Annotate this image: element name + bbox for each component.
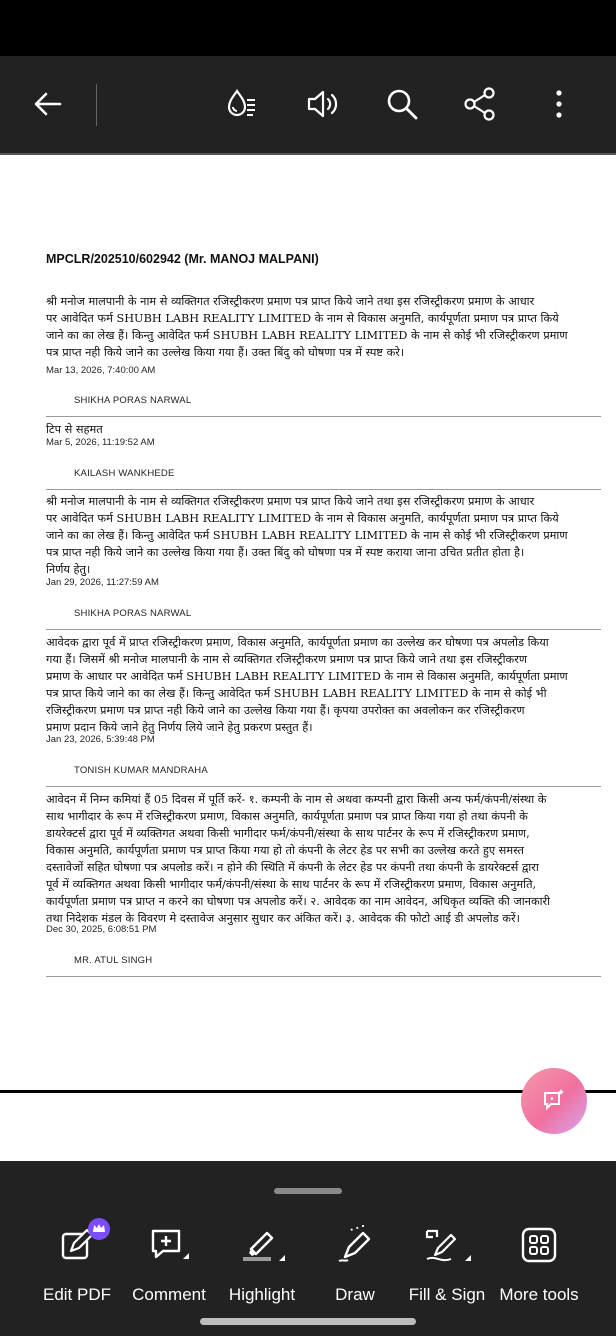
- document-id-heading: MPCLR/202510/602942 (Mr. MANOJ MALPANI): [46, 252, 319, 266]
- edit-pdf-label: Edit PDF: [42, 1285, 112, 1304]
- note-timestamp: Mar 5, 2026, 11:19:52 AM: [46, 437, 155, 448]
- note-text: श्री मनोज मालपानी के नाम से व्यक्तिगत रजिस्ट्रीकरण प्रमाण पत्र प्राप्त किये जाने तथा इस रजिस्ट्रीकरण प्रमाण के आधार पर आवेदित फर्म SHUBH LABH REALITY LIMITED के नाम से विकास अनुमति, कार्यपूर्णता प्रमाण पत्र प्राप्त किये जाने का का लेख हैं। किन्तु आवेदित फर्म SHUBH LABH REALITY LIMITED के नाम से कोई भी रजिस्ट्रीकरण प्रमाण पत्र प्राप्त नही किये जाने का उल्लेख किया गया हैं। उक्त बिंदु को घोषणा पत्र में स्पष्ट करे।: [46, 295, 568, 359]
- pdf-page[interactable]: [0, 155, 616, 1090]
- note-text: टिप से सहमत: [46, 423, 103, 436]
- bottom-toolbar: [0, 1161, 616, 1336]
- divider: [46, 629, 601, 630]
- more-tools-button[interactable]: [489, 1221, 589, 1305]
- draw-icon: [333, 1223, 377, 1267]
- more-options-icon[interactable]: [537, 82, 581, 126]
- ai-assistant-button[interactable]: [521, 1068, 587, 1134]
- note-author: SHIKHA PORAS NARWAL: [74, 395, 192, 406]
- draw-button[interactable]: [305, 1221, 405, 1305]
- divider: [46, 416, 601, 417]
- note-text: आवेदक द्वारा पूर्व में प्राप्त रजिस्ट्रीकरण प्रमाण, विकास अनुमति, कार्यपूर्णता प्रमाण का उल्लेख कर घोषणा पत्र अपलोड किया गया हैं। जिसमें श्री मनोज मालपानी के नाम से व्यक्तिगत रजिस्ट्रीकरण प्रमाण पत्र प्राप्त किये जाने तथा इस रजिस्ट्रीकरण प्रमाण के आधार पर आवेदित फर्म SHUBH LABH REALITY LIMITED के नाम से विकास अनुमति, कार्यपूर्णता प्रमाण पत्र प्राप्त किये जाने का का लेख हैं। किन्तु आवेदित फर्म SHUBH LABH REALITY LIMITED के नाम से कोई भी रजिस्ट्रीकरण प्रमाण पत्र प्राप्त नही किये जाने का उल्लेख किया गया हैं। कृपया उपरोक्त का अवलोकन कर रजिस्ट्रीकरण प्रमाण प्रदान किये जाने हेतु निर्णय लिये जाने हेतु प्रकरण प्रस्तुत हैं।: [46, 636, 568, 734]
- comment-button[interactable]: [119, 1221, 219, 1305]
- status-bar: [0, 0, 616, 56]
- drag-handle[interactable]: [274, 1188, 342, 1194]
- highlight-label: Highlight: [228, 1285, 296, 1304]
- comment-label: Comment: [132, 1285, 206, 1304]
- note-author: TONISH KUMAR MANDRAHA: [74, 765, 208, 776]
- note-timestamp: Dec 30, 2025, 6:08:51 PM: [46, 924, 157, 935]
- gesture-navigation-bar[interactable]: [200, 1318, 416, 1325]
- top-toolbar: [0, 56, 616, 155]
- draw-label: Draw: [335, 1285, 375, 1304]
- note-author: KAILASH WANKHEDE: [74, 468, 175, 479]
- highlight-button[interactable]: [212, 1221, 312, 1305]
- note-author: SHIKHA PORAS NARWAL: [74, 608, 192, 619]
- more-tools-icon: [519, 1225, 559, 1265]
- divider: [46, 976, 601, 977]
- divider: [46, 489, 601, 490]
- search-icon[interactable]: [380, 82, 424, 126]
- note-text: आवेदन में निम्न कमियां हैं 05 दिवस में पूर्ति करें- १. कम्पनी के नाम से अथवा कम्पनी द्वारा किसी अन्य फर्म/कंपनी/संस्था के साथ भागीदार के रूप में रजिस्ट्रीकरण प्रमाण, विकास अनुमति, कार्यपूर्णता प्रमाण पत्र प्राप्त किया गया हो तथा कंपनी के डायरेक्टर्स द्वारा पूर्व में व्यक्तिगत अथवा किसी भागीदार फर्म/कंपनी/संस्था के साथ पार्टनर के रूप में रजिस्ट्रीकरण प्रमाण, विकास अनुमति, कार्यपूर्णता प्रमाण पत्र प्राप्त किया गया हो तो कंपनी के लेटर हेड पर सभी का उल्लेख करते हुए समस्त दस्तावेजों सहित घोषणा पत्र अपलोड करें। न होने की स्थिति में कंपनी के लेटर हेड पर कंपनी तथा कंपनी के डायरेक्टर्स द्वारा पूर्व में व्यक्तिगत अथवा किसी भागीदार फर्म/कंपनी/संस्था के साथ पार्टनर के रूप में रजिस्ट्रीकरण प्रमाण, विकास अनुमति, कार्यपूर्णता प्रमाण पत्र प्राप्त न करने का घोषणा पत्र अपलोड करें। २. आवेदक का नाम आवेदन, अधिकृत व्यक्ति की जानकारी तथा निदेशक मंडल के विवरण मे दस्तावेज अनुसार सुधार कर अंकित करें। ३. आवेदक की फोटो आई डी अपलोड करें।: [46, 793, 551, 925]
- back-arrow-icon[interactable]: [26, 82, 70, 126]
- divider: [46, 786, 601, 787]
- crown-icon: [87, 1217, 111, 1241]
- toolbar-divider: [96, 84, 97, 126]
- highlight-icon: [237, 1225, 287, 1265]
- note-timestamp: Mar 13, 2026, 7:40:00 AM: [46, 365, 156, 376]
- note-timestamp: Jan 29, 2026, 11:27:59 AM: [46, 577, 159, 588]
- note-timestamp: Jan 23, 2026, 5:39:48 PM: [46, 734, 155, 745]
- note-author: MR. ATUL SINGH: [74, 955, 153, 966]
- note-text: श्री मनोज मालपानी के नाम से व्यक्तिगत रजिस्ट्रीकरण प्रमाण पत्र प्राप्त किये जाने तथा इस रजिस्ट्रीकरण प्रमाण के आधार पर आवेदित फर्म SHUBH LABH REALITY LIMITED के नाम से विकास अनुमति, कार्यपूर्णता प्रमाण पत्र प्राप्त किये जाने का का लेख हैं। किन्तु आवेदित फर्म SHUBH LABH REALITY LIMITED के नाम से कोई भी रजिस्ट्रीकरण प्रमाण पत्र प्राप्त नही किये जाने का उल्लेख किया गया हैं। उक्त बिंदु को घोषणा पत्र में स्पष्ट कराया जाना उचित प्रतीत होता है। निर्णय हेतु।: [46, 495, 568, 576]
- share-icon[interactable]: [458, 82, 502, 126]
- edit-pdf-button[interactable]: [27, 1221, 127, 1305]
- liquid-mode-icon[interactable]: [219, 82, 263, 126]
- read-aloud-icon[interactable]: [300, 82, 344, 126]
- more-tools-label: More tools: [499, 1285, 579, 1304]
- fill-sign-label: Fill & Sign: [408, 1285, 486, 1304]
- ai-assistant-icon: [541, 1086, 567, 1116]
- comment-icon: [147, 1225, 191, 1265]
- fill-sign-button[interactable]: [397, 1221, 497, 1305]
- fill-sign-icon: [421, 1225, 473, 1265]
